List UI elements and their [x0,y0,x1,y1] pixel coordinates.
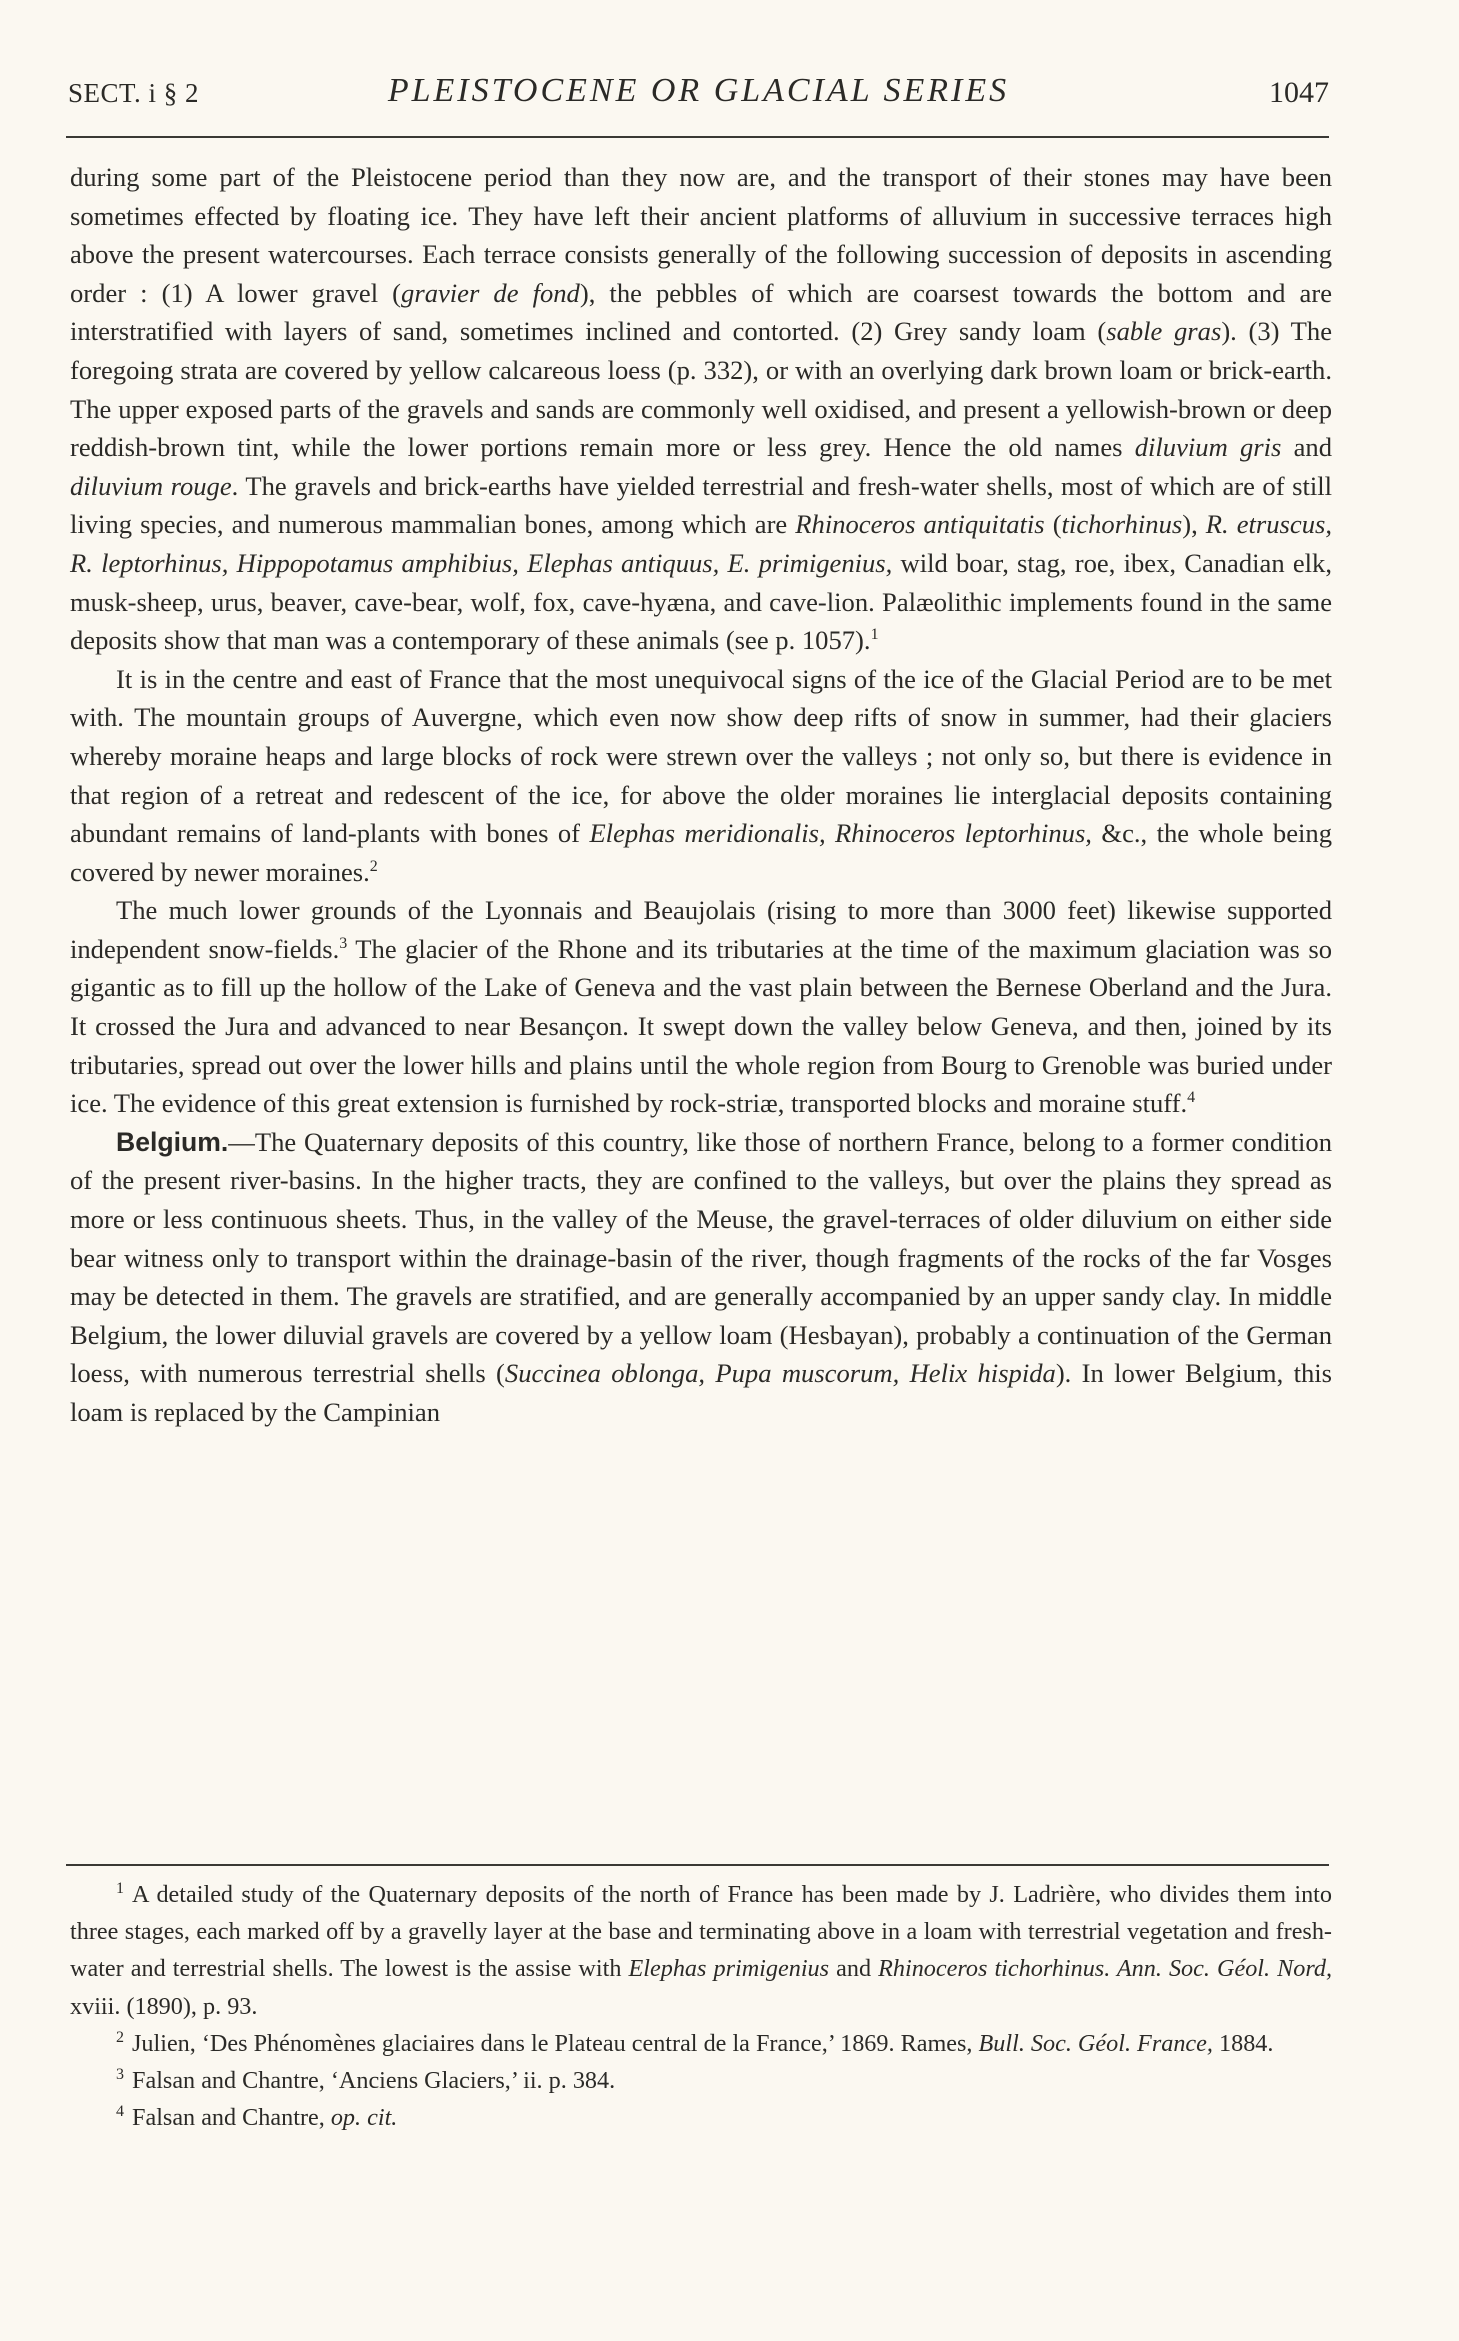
page-number: 1047 [1269,76,1329,109]
text-span: ). (3) The foregoing strata are covered by yellow calcareous loess (p. 332), or with an overlying dark brown loam or brick-earth. The upper exposed parts of the gravels and sands are commonly well oxidised, and present a yellowish-brown or deep reddish-brown tint, while the lower portions remain more or less grey. Hence the old names [70,316,1332,463]
footnote [70,2025,1332,2062]
paragraph [70,158,1332,660]
text-span: A detailed study of the Quaternary deposits of the north of France has been made by J. Ladrière, who divides them into three stages, each marked off by a gravelly layer at the base and terminating above in a loam with terrestrial vegetation and fresh-water and terrestrial shells. The lowest is the assise with [70,1881,1332,1983]
text-span: ), the pebbles of which are coarsest towards the bottom and are interstratified with layers of sand, sometimes inclined and contorted. (2) Grey sandy loam ( [70,277,1332,347]
italic-span: Succinea oblonga, Pupa muscorum, Helix hispida [504,1358,1056,1389]
text-span: during some part of the Pleistocene period than they now are, and the transport of their stones may have been sometimes effected by floating ice. They have left their ancient platforms of alluvium in successive terraces high above the present watercourses. Each terrace consists generally of the following succession of deposits in ascending order : (1) A lower gravel ( [70,162,1332,308]
text-span: The much lower grounds of the Lyonnais and Beaujolais (rising to more than 3000 feet) likewise supported independent snow-fields. [70,895,1332,964]
footnote [70,2062,1332,2099]
text-span: &c., the whole being covered by newer moraines. [70,818,1332,887]
text-span: ), [1182,509,1206,540]
footnote [70,2099,1332,2136]
body-text [70,158,1332,1432]
footnote-ref: 2 [369,857,378,875]
footnote-rule [66,1864,1329,1866]
paragraph [70,1123,1332,1432]
italic-span: Elephas meridionalis, Rhinoceros leptorhinus, [589,818,1092,849]
text-span: The glacier of the Rhone and its tributaries at the time of the maximum glaciation was so gigantic as to fill up the hollow of the Lake of Geneva and the vast plain between the Bernese Oberland and the Jura. It crossed the Jura and advanced to near Besançon. It swept down the valley below Geneva, and then, joined by its tributaries, spread out over the lower hills and plains until the whole region from Bourg to Grenoble was buried under ice. The evidence of this great extension is furnished by rock-striæ, transported blocks and moraine stuff. [70,933,1332,1119]
text-span: and [1281,432,1333,463]
text-span: Julien, ‘Des Phénomènes glaciaires dans le Plateau central de la France,’ 1869. Rames, [132,2029,979,2057]
italic-span: op. cit. [330,2104,398,2132]
footnote-number: 2 [116,2028,124,2046]
footnote [70,1876,1332,2025]
italic-span: Bull. Soc. Géol. France, [978,2029,1213,2057]
text-span: —The Quaternary deposits of this country, like those of northern France, belong to a former condition of the present river-basins. In the higher tracts, they are confined to the valleys, but over the plains they spread as more or less continuous sheets. Thus, in the valley of the Meuse, the gravel-terraces of older diluvium on either side bear witness only to transport within the drainage-basin of the river, though fragments of the rocks of the far Vosges may be detected in them. The gravels are stratified, and are generally accompanied by an upper sandy clay. In middle Belgium, the lower diluvial gravels are covered by a yellow loam (Hesbayan), probably a continuation of the German loess, with numerous terrestrial shells ( [70,1126,1332,1389]
text-span: . The gravels and brick-earths have yielded terrestrial and fresh-water shells, most of which are of still living species, and numerous mammalian bones, among which are [70,470,1332,540]
footnote-ref: 3 [339,935,348,953]
section-label: SECT. i § 2 [68,78,200,108]
footnote-ref: 4 [1187,1089,1196,1107]
text-span: xviii. (1890), p. 93. [70,1992,258,2020]
footnote-number: 3 [116,2065,124,2083]
italic-span: sable gras [1106,316,1222,347]
footnotes [70,1876,1332,2136]
text-span: Falsan and Chantre, [132,2104,331,2132]
header-rule [66,136,1329,138]
footnote-number: 4 [116,2103,124,2121]
paragraph [70,891,1332,1123]
section-heading: Belgium. [116,1126,229,1157]
text-span: and [829,1955,879,1983]
italic-span: diluvium gris [1134,432,1282,463]
text-span: ). In lower Belgium, this loam is replaced by the Campinian [70,1358,1332,1427]
footnote-number: 1 [116,1879,124,1897]
text-span: Falsan and Chantre, ‘Anciens Glaciers,’ ii. p. 384. [132,2067,616,2095]
text-span: ( [1044,509,1062,540]
italic-span: tichorhinus [1061,509,1183,540]
italic-span: Rhinoceros antiquitatis [795,509,1045,540]
running-head [68,72,1329,132]
italic-span: diluvium rouge [70,470,232,501]
text-span: It is in the centre and east of France that the most unequivocal signs of the ice of the Glacial Period are to be met with. The mountain groups of Auvergne, which even now show deep rifts of snow in summer, had their glaciers whereby moraine heaps and large blocks of rock were strewn over the valleys ; not only so, but there is evidence in that region of a retreat and redescent of the ice, for above the older moraines lie interglacial deposits containing abundant remains of land-plants with bones of [70,663,1332,849]
running-title: PLEISTOCENE OR GLACIAL SERIES [387,72,1010,109]
text-span: 1884. [1212,2029,1274,2057]
text-span: wild boar, stag, roe, ibex, Canadian elk, musk-sheep, urus, beaver, cave-bear, wolf, fox, cave-hyæna, and cave-lion. Palæolithic implements found in the same deposits show that man was a contemporary of these animals (see p. 1057). [70,547,1332,656]
italic-span: Rhinoceros tichorhinus. Ann. Soc. Géol. Nord, [878,1955,1332,1983]
footnote-ref: 1 [870,626,879,644]
italic-span: R. etruscus, R. leptorhinus, Hippopotamus amphibius, Elephas antiquus, E. primigenius, [70,509,1333,578]
italic-span: Elephas primigenius [628,1955,830,1983]
italic-span: gravier de fond [401,277,580,308]
paragraph [70,660,1332,892]
